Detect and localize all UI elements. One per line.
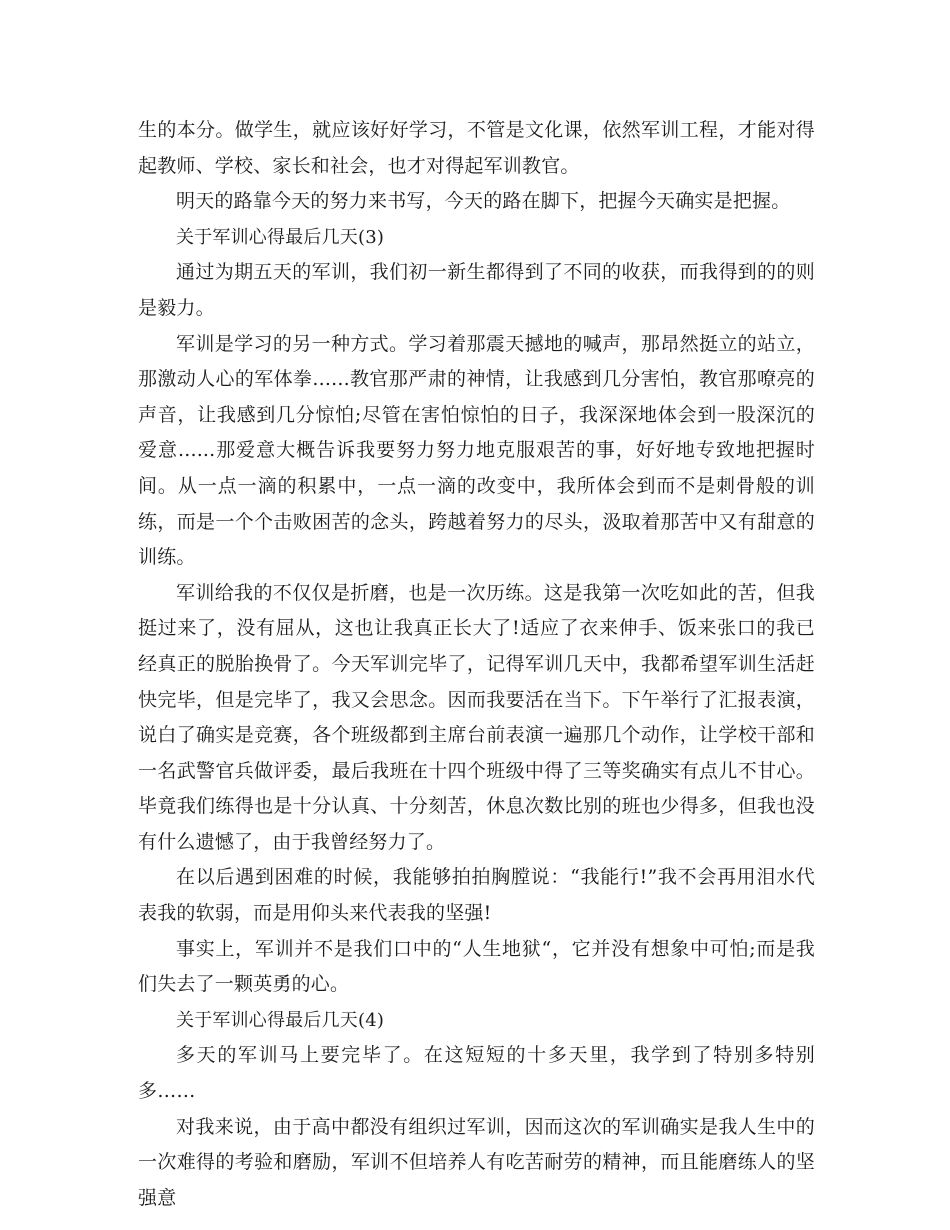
paragraph: 在以后遇到困难的时候，我能够拍拍胸膛说：“我能行!”我不会再用泪水代表我的软弱，而是用仰头来代表我的坚强! — [138, 866, 815, 925]
paragraph: 生的本分。做学生，就应该好好学习，不管是文化课，依然军训工程，才能对得起教师、学校、家长和社会，也才对得起军训教官。 — [138, 119, 815, 177]
paragraph: 军训给我的不仅仅是折磨，也是一次历练。这是我第一次吃如此的苦，但我挺过来了，没有屈从，这也让我真正长大了!适应了衣来伸手、饭来张口的我已经真正的脱胎换骨了。今天军训完毕了，记得军训几天中，我都希望军训生活赶快完毕，但是完毕了，我又会思念。因而我要活在当下。下午举行了汇报表演，说白了确实是竞赛，各个班级都到主席台前表演一遍那几个动作，让学校干部和一名武警官兵做评委，最后我班在十四个班级中得了三等奖确实有点儿不甘心。毕竟我们练得也是十分认真、十分刻苦，休息次数比别的班也少得多，但我也没有什么遗憾了，由于我曾经努力了。 — [138, 581, 815, 853]
section-heading: 关于军训心得最后几天(4) — [176, 1009, 385, 1031]
paragraph: 事实上，军训并不是我们口中的“人生地狱“，它并没有想象中可怕;而是我们失去了一颗英勇的心。 — [138, 937, 815, 996]
paragraph: 明天的路靠今天的努力来书写，今天的路在脚下，把握今天确实是把握。 — [176, 190, 791, 213]
paragraph: 多天的军训马上要完毕了。在这短短的十多天里，我学到了特别多特别多…… — [138, 1044, 815, 1103]
paragraph: 对我来说，由于高中都没有组织过军训，因而这次的军训确实是我人生中的一次难得的考验和磨励，军训不但培养人有吃苦耐劳的精神，而且能磨练人的坚强意 — [138, 1115, 815, 1209]
paragraph: 通过为期五天的军训，我们初一新生都得到了不同的收获，而我得到的的则是毅力。 — [138, 261, 815, 319]
section-heading: 关于军训心得最后几天(3) — [176, 226, 385, 248]
document-body — [138, 113, 815, 1216]
paragraph: 军训是学习的另一种方式。学习着那震天撼地的喊声，那昂然挺立的站立，那激动人心的军体拳......教官那严肃的神情，让我感到几分害怕，教官那嘹亮的声音，让我感到几分惊怕;尽管在害怕惊怕的日子，我深深地体会到一股深沉的爱意......那爱意大概告诉我要努力努力地克服艰苦的事，好好地专致地把握时间。从一点一滴的积累中，一点一滴的改变中，我所体会到而不是刺骨般的训练，而是一个个击败困苦的念头，跨越着努力的尽头，汲取着那苦中又有甜意的训练。 — [138, 332, 815, 569]
